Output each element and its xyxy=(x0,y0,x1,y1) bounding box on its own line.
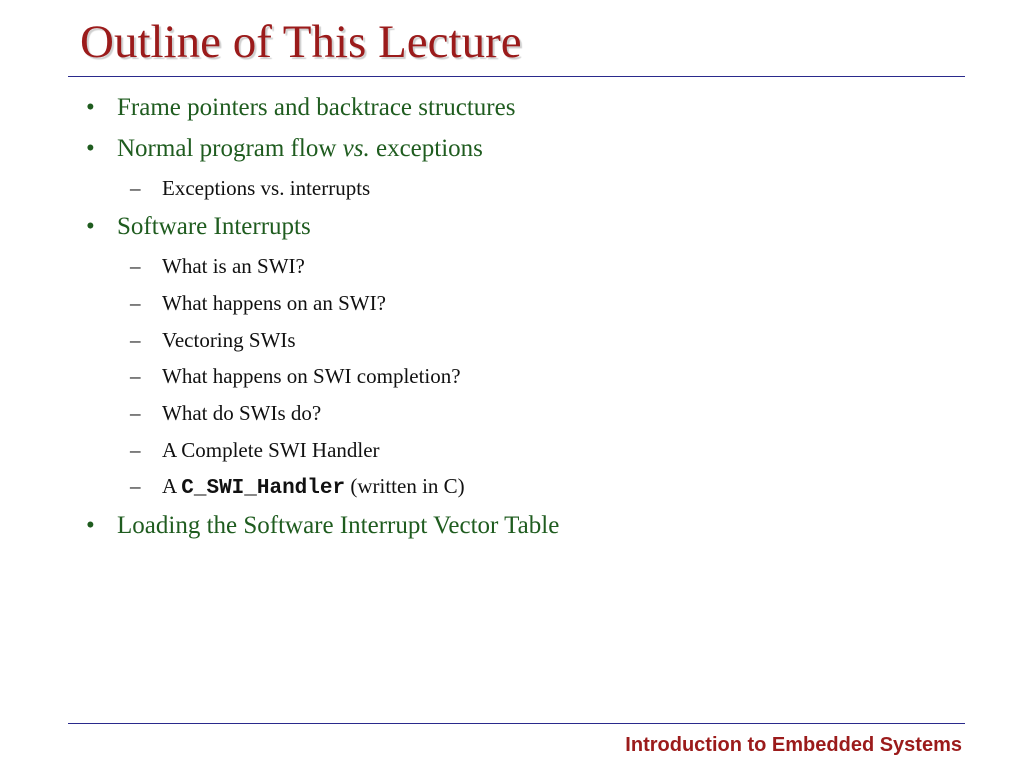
outline-subitem-vectoring-swis: Vectoring SWIs xyxy=(162,328,296,352)
outline-item-vector-table: Loading the Software Interrupt Vector Table xyxy=(117,512,560,539)
bullet-marker: • xyxy=(86,135,95,162)
outline-subitem-exceptions-vs-interrupts: Exceptions vs. interrupts xyxy=(162,176,371,200)
outline-subitem-complete-swi-handler: A Complete SWI Handler xyxy=(162,438,380,462)
outline-item-program-flow-text: Normal program flow xyxy=(117,135,343,162)
outline-subitem-what-do-swis-do: What do SWIs do? xyxy=(162,401,322,425)
outline-item-program-flow-text-end: exceptions xyxy=(369,135,483,162)
slide-title: Outline of This Lecture xyxy=(80,16,522,68)
footer-course-title: Introduction to Embedded Systems xyxy=(625,734,962,756)
sub-bullet-marker: – xyxy=(130,328,141,352)
sub-bullet-marker: – xyxy=(130,364,141,388)
outline-subitem-swi-completion: What happens on SWI completion? xyxy=(162,364,461,388)
sub-bullet-marker: – xyxy=(130,291,141,315)
outline-subitem-c-swi-handler-prefix: A xyxy=(162,474,182,498)
outline-item-program-flow xyxy=(117,135,483,163)
code-identifier: C_SWI_Handler xyxy=(181,477,346,500)
sub-bullet-marker: – xyxy=(130,401,141,425)
outline-item-program-flow-italic: vs. xyxy=(342,135,370,162)
footer-divider xyxy=(68,723,965,724)
outline-subitem-what-happens-on-swi: What happens on an SWI? xyxy=(162,291,386,315)
sub-bullet-marker: – xyxy=(130,176,141,200)
outline-item-software-interrupts: Software Interrupts xyxy=(117,213,311,240)
bullet-marker: • xyxy=(86,213,95,240)
bullet-marker: • xyxy=(86,512,95,539)
sub-bullet-marker: – xyxy=(130,254,141,278)
sub-bullet-marker: – xyxy=(130,474,141,498)
outline-subitem-c-swi-handler-suffix: (written in C) xyxy=(345,474,465,498)
bullet-marker: • xyxy=(86,94,95,121)
sub-bullet-marker: – xyxy=(130,438,141,462)
outline-subitem-what-is-swi: What is an SWI? xyxy=(162,254,305,278)
outline-item-frame-pointers: Frame pointers and backtrace structures xyxy=(117,94,516,121)
title-divider xyxy=(68,76,965,77)
outline-subitem-c-swi-handler xyxy=(162,474,465,500)
